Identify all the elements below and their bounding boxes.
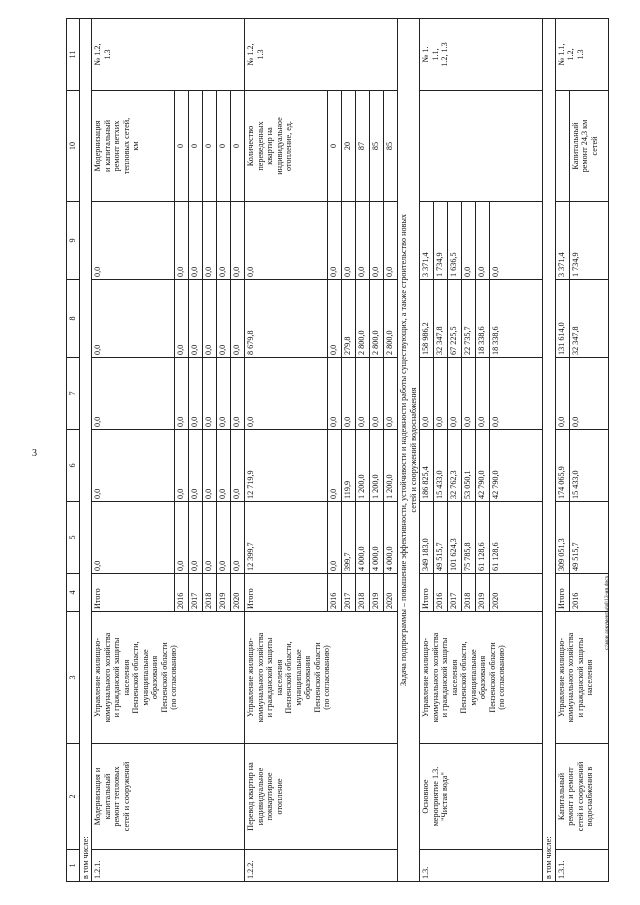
- column-number-2: 2: [67, 744, 80, 850]
- value-cell: 2 800,0: [370, 280, 384, 358]
- value-cell: 399,7: [342, 502, 356, 574]
- item-executor: Управление жилищно- коммунального хозяйства и гражданской защиты населения Пензенской области, муниципальные образования Пензенской области (по согласованию): [245, 612, 398, 744]
- value-cell: 0,0: [328, 202, 342, 280]
- year-label: 2019: [476, 574, 490, 612]
- value-cell: 0,0: [175, 280, 189, 358]
- value-cell: 1 200,0: [370, 430, 384, 502]
- table-row: [92, 19, 175, 882]
- value-cell: 15 433,0: [434, 430, 448, 502]
- value-cell: 0,0: [384, 358, 398, 430]
- value-cell: 0,0: [476, 202, 490, 280]
- value-cell: 0,0: [231, 280, 245, 358]
- indicator-reference: № 1.1, 1.2, 1.3: [555, 19, 608, 91]
- column-number-1: 1: [67, 850, 80, 882]
- value-cell: 0,0: [189, 430, 203, 502]
- indicator-value: 87: [356, 91, 370, 202]
- year-label: 2020: [490, 574, 543, 612]
- value-cell: 0,0: [92, 358, 175, 430]
- year-label: Итого: [245, 574, 328, 612]
- value-cell: 0,0: [370, 358, 384, 430]
- item-number: 1.3.1.: [555, 850, 608, 882]
- value-cell: 49 515,7: [434, 502, 448, 574]
- value-cell: 0,0: [328, 502, 342, 574]
- value-cell: 186 825,4: [420, 430, 434, 502]
- indicator-description: [555, 91, 569, 202]
- item-executor: Управление жилищно- коммунального хозяйства и гражданской защиты населения: [555, 612, 608, 744]
- year-label: 2016: [175, 574, 189, 612]
- table-row: [420, 19, 434, 882]
- value-cell: 0,0: [342, 202, 356, 280]
- year-label: Итого: [555, 574, 569, 612]
- year-label: 2016: [569, 574, 608, 612]
- value-cell: 0,0: [203, 430, 217, 502]
- value-cell: 67 225,5: [448, 280, 462, 358]
- value-cell: 0,0: [203, 358, 217, 430]
- year-label: 2019: [370, 574, 384, 612]
- value-cell: 0,0: [342, 358, 356, 430]
- value-cell: 75 785,8: [462, 502, 476, 574]
- indicator-value: 85: [370, 91, 384, 202]
- item-title: Модернизация и капитальный ремонт тепловых сетей и сооружений: [92, 744, 245, 850]
- rotated-table-container: [66, 19, 631, 882]
- value-cell: 18 338,6: [476, 280, 490, 358]
- value-cell: 0,0: [189, 358, 203, 430]
- value-cell: 0,0: [217, 358, 231, 430]
- value-cell: 4 000,0: [356, 502, 370, 574]
- value-cell: 349 183,0: [420, 502, 434, 574]
- item-number: 1.2.1.: [92, 850, 245, 882]
- value-cell: 12 719,9: [245, 430, 328, 502]
- value-cell: 2 800,0: [384, 280, 398, 358]
- value-cell: 3 371,4: [555, 202, 569, 280]
- page-number: 3: [32, 448, 37, 459]
- value-cell: 0,0: [245, 202, 328, 280]
- value-cell: 42 790,0: [476, 430, 490, 502]
- column-number-6: 6: [67, 430, 80, 502]
- value-cell: 0,0: [231, 202, 245, 280]
- value-cell: 0,0: [92, 502, 175, 574]
- value-cell: 0,0: [189, 202, 203, 280]
- table-row: [555, 19, 569, 882]
- column-number-3: 3: [67, 612, 80, 744]
- value-cell: 0,0: [231, 502, 245, 574]
- value-cell: 8 679,8: [245, 280, 328, 358]
- year-label: 2018: [462, 574, 476, 612]
- value-cell: 0,0: [448, 358, 462, 430]
- value-cell: 0,0: [231, 430, 245, 502]
- item-executor: Управление жилищно- коммунального хозяйства и гражданской защиты населения Пензенской области, муниципальные образования Пензенской области (по согласованию): [92, 612, 245, 744]
- value-cell: 0,0: [175, 202, 189, 280]
- value-cell: 0,0: [245, 358, 328, 430]
- value-cell: 0,0: [384, 202, 398, 280]
- year-label: 2017: [448, 574, 462, 612]
- value-cell: 119,9: [342, 430, 356, 502]
- indicator-reference: № 1.2, 1.3: [92, 19, 245, 91]
- indicator-reference: № 1.2, 1.3: [245, 19, 398, 91]
- value-cell: 0,0: [328, 430, 342, 502]
- value-cell: 0,0: [328, 280, 342, 358]
- value-cell: 18 338,6: [490, 280, 543, 358]
- value-cell: 0,0: [189, 280, 203, 358]
- item-title: Перевод квартир на индивидуальное поквартирное отопление: [245, 744, 398, 850]
- task-row: [398, 19, 420, 882]
- value-cell: 0,0: [356, 358, 370, 430]
- indicator-value: 0: [328, 91, 342, 202]
- value-cell: 0,0: [370, 202, 384, 280]
- value-cell: 53 050,1: [462, 430, 476, 502]
- column-number-8: 8: [67, 280, 80, 358]
- column-number-4: 4: [67, 574, 80, 612]
- value-cell: 0,0: [231, 358, 245, 430]
- section-label-row: [79, 19, 92, 882]
- value-cell: 0,0: [420, 358, 434, 430]
- value-cell: 0,0: [92, 430, 175, 502]
- value-cell: 1 636,5: [448, 202, 462, 280]
- value-cell: 0,0: [175, 358, 189, 430]
- column-number-7: 7: [67, 358, 80, 430]
- value-cell: 1 200,0: [356, 430, 370, 502]
- value-cell: 22 735,7: [462, 280, 476, 358]
- value-cell: 42 790,0: [490, 430, 543, 502]
- value-cell: 0,0: [217, 502, 231, 574]
- value-cell: 101 624,3: [448, 502, 462, 574]
- indicator-description: Количество переведенных квартир на индивидуальное отопление, ед.: [245, 91, 328, 202]
- value-cell: 0,0: [92, 280, 175, 358]
- year-label: 2019: [217, 574, 231, 612]
- indicator-value: 0: [175, 91, 189, 202]
- value-cell: 32 762,3: [448, 430, 462, 502]
- value-cell: 0,0: [356, 202, 370, 280]
- value-cell: 32 347,8: [569, 280, 608, 358]
- indicator-description: Капитальный ремонт 24,3 км сетей: [569, 91, 608, 202]
- value-cell: 0,0: [217, 280, 231, 358]
- value-cell: 0,0: [328, 358, 342, 430]
- section-label: в том числе:: [79, 19, 92, 882]
- header-row: [67, 19, 80, 882]
- value-cell: 0,0: [189, 502, 203, 574]
- value-cell: 0,0: [490, 202, 543, 280]
- year-label: 2016: [328, 574, 342, 612]
- value-cell: 1 734,9: [434, 202, 448, 280]
- value-cell: 0,0: [462, 358, 476, 430]
- section-label: в том числе:: [543, 19, 556, 882]
- year-label: 2020: [384, 574, 398, 612]
- program-activities-table: [66, 18, 609, 882]
- value-cell: 3 371,4: [420, 202, 434, 280]
- value-cell: 61 128,6: [490, 502, 543, 574]
- value-cell: 61 128,6: [476, 502, 490, 574]
- value-cell: 32 347,8: [434, 280, 448, 358]
- value-cell: 0,0: [203, 502, 217, 574]
- value-cell: 0,0: [476, 358, 490, 430]
- value-cell: 0,0: [490, 358, 543, 430]
- indicator-description: Модернизация и капитальный ремонт ветхих тепловых сетей, км: [92, 91, 175, 202]
- year-label: 2017: [189, 574, 203, 612]
- value-cell: 0,0: [555, 358, 569, 430]
- value-cell: 0,0: [92, 202, 175, 280]
- indicator-reference: № 1. 1.1, 1.2, 1.3: [420, 19, 543, 91]
- value-cell: 0,0: [569, 358, 608, 430]
- item-title: Основное мероприятие 1.3. "Чистая вода": [420, 744, 543, 850]
- table-row: [245, 19, 328, 882]
- indicator-value: 0: [203, 91, 217, 202]
- value-cell: 0,0: [203, 202, 217, 280]
- value-cell: 2 800,0: [356, 280, 370, 358]
- year-label: Итого: [420, 574, 434, 612]
- indicator-value: 85: [384, 91, 398, 202]
- value-cell: 0,0: [203, 280, 217, 358]
- value-cell: 0,0: [217, 430, 231, 502]
- value-cell: 0,0: [175, 430, 189, 502]
- year-label: 2018: [356, 574, 370, 612]
- item-number: 1.3.: [420, 850, 543, 882]
- value-cell: 0,0: [434, 358, 448, 430]
- column-number-9: 9: [67, 202, 80, 280]
- indicator-value: 20: [342, 91, 356, 202]
- value-cell: 174 065,9: [555, 430, 569, 502]
- year-label: 2016: [434, 574, 448, 612]
- indicator-value: 0: [231, 91, 245, 202]
- year-label: 2018: [203, 574, 217, 612]
- indicator-description: [420, 91, 543, 202]
- value-cell: 15 433,0: [569, 430, 608, 502]
- value-cell: 49 515,7: [569, 502, 608, 574]
- column-number-10: 10: [67, 91, 80, 202]
- value-cell: 158 986,2: [420, 280, 434, 358]
- value-cell: 0,0: [462, 202, 476, 280]
- value-cell: 12 399,7: [245, 502, 328, 574]
- value-cell: 0,0: [175, 502, 189, 574]
- year-label: 2020: [231, 574, 245, 612]
- item-number: 1.2.2.: [245, 850, 398, 882]
- value-cell: 279,8: [342, 280, 356, 358]
- column-number-5: 5: [67, 502, 80, 574]
- indicator-value: 0: [217, 91, 231, 202]
- year-label: Итого: [92, 574, 175, 612]
- item-executor: Управление жилищно- коммунального хозяйства и гражданской защиты населения Пензенской области, муниципальные образования Пензенской области (по согласованию): [420, 612, 543, 744]
- value-cell: 309 051,3: [555, 502, 569, 574]
- value-cell: 0,0: [217, 202, 231, 280]
- value-cell: 1 200,0: [384, 430, 398, 502]
- indicator-value: 0: [189, 91, 203, 202]
- item-title: Капитальный ремонт и ремонт сетей и сооружений водоснабжения в: [555, 744, 608, 850]
- subprogram-task: Задача подпрограммы – повышение эффективности, устойчивости и надежности работы существующих, а также строительство новых сетей и сооружений водоснабжения: [398, 19, 420, 882]
- footer-file-path: c:\мои документы\pl\13-ип.docx: [604, 575, 610, 650]
- value-cell: 1 734,9: [569, 202, 608, 280]
- year-label: 2017: [342, 574, 356, 612]
- column-number-11: 11: [67, 19, 80, 91]
- section-label-row: [543, 19, 556, 882]
- value-cell: 4 000,0: [384, 502, 398, 574]
- value-cell: 131 614,0: [555, 280, 569, 358]
- value-cell: 4 000,0: [370, 502, 384, 574]
